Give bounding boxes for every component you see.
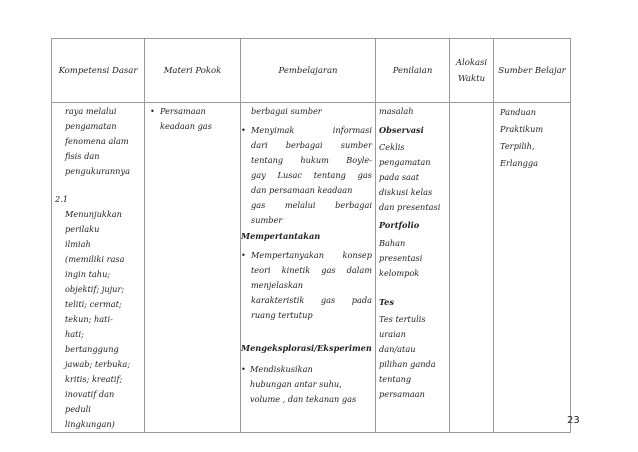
kd-line: kritis; kreatif; <box>65 374 123 384</box>
menanya-line: menjelaskan <box>251 280 304 290</box>
tes-line: persamaan <box>379 389 425 399</box>
header-materi-pokok: Materi Pokok <box>145 39 241 103</box>
tes-line: Tes tertulis <box>379 314 426 324</box>
menyimak-line: tentang hukum Boyle- <box>251 155 372 165</box>
header-kompetensi-dasar: Kompetensi Dasar <box>52 39 145 103</box>
observasi-line: pengamatan <box>379 157 431 167</box>
menyimak-line: dan persamaan keadaan <box>251 185 353 195</box>
kd-line: hati; <box>65 329 84 339</box>
content-row <box>52 103 571 433</box>
header-waktu-line: Waktu <box>457 73 486 84</box>
penilaian-cell <box>376 103 450 433</box>
materi-bullet: • <box>150 106 155 116</box>
diskusi-line: hubungan antar suhu, <box>250 379 342 389</box>
kd-line: tekun; hati- <box>65 314 113 324</box>
kompetensi-line: raya melalui <box>65 106 117 116</box>
header-pembelajaran: Pembelajaran <box>241 39 376 103</box>
kompetensi-cell <box>52 103 145 433</box>
kd-line: objektif; jujur; <box>65 284 125 294</box>
kd-line: ilmiah <box>65 239 91 249</box>
portfolio-line: kelompok <box>379 268 420 278</box>
sumber-line: Erlangga <box>500 158 539 168</box>
pembelajaran-intro: berbagai sumber <box>251 106 322 116</box>
menyimak-line: gas melalui berbagai <box>251 200 372 210</box>
kompetensi-line: fisis dan <box>65 151 100 161</box>
diskusi-line: volume , dan tekanan gas <box>250 394 357 404</box>
tes-line: tentang <box>379 374 412 384</box>
penilaian-line: masalah <box>379 106 414 116</box>
tes-heading: Tes <box>379 297 394 307</box>
menyimak-bullet: • <box>241 125 246 135</box>
kd-line: Menunjukkan <box>65 209 122 219</box>
page-number: 23 <box>567 415 580 426</box>
kd-line: bertanggung <box>65 344 119 354</box>
heading-mempertanyakan: Mempertantakan <box>241 231 321 241</box>
kompetensi-line: pengamatan <box>65 121 117 131</box>
alokasi-cell <box>450 103 494 433</box>
materi-cell <box>145 103 241 433</box>
pembelajaran-cell <box>241 103 376 433</box>
menyimak-line: gay Lusac tentang gas <box>251 170 372 180</box>
diskusi-line: Mendiskusikan <box>250 364 313 374</box>
heading-eksplorasi: Mengeksplorasi/Eksperimen <box>241 343 372 353</box>
kd-line: perilaku <box>65 224 100 234</box>
diskusi-bullet: • <box>241 364 246 374</box>
tes-line: uraian <box>379 329 406 339</box>
kompetensi-line: pengukurannya <box>65 166 130 176</box>
sumber-line: Panduan <box>500 107 536 117</box>
header-alokasi-waktu <box>450 39 494 103</box>
observasi-line: Ceklis <box>379 142 405 152</box>
observasi-heading: Observasi <box>379 125 424 135</box>
kd-number: 2.1 <box>55 194 69 204</box>
kd-line: (memiliki rasa <box>65 254 125 264</box>
syllabus-table <box>51 38 571 433</box>
header-penilaian: Penilaian <box>376 39 450 103</box>
header-row <box>52 39 571 103</box>
portfolio-heading: Portfolio <box>379 220 420 230</box>
tes-line: dan/atau <box>379 344 416 354</box>
materi-line: Persamaan <box>160 106 206 116</box>
kd-line: peduli <box>65 404 91 414</box>
kd-line: ingin tahu; <box>65 269 111 279</box>
menanya-line: ruang tertutup <box>251 310 313 320</box>
kd-line: jawab; terbuka; <box>65 359 131 369</box>
menyimak-line: Menyimak informasi <box>251 125 372 135</box>
kd-line: teliti; cermat; <box>65 299 122 309</box>
portfolio-line: Bahan <box>379 238 406 248</box>
sumber-line: Terpilih, <box>500 141 535 151</box>
menanya-line: Mempertanyakan konsep <box>251 250 372 260</box>
tes-line: pilihan ganda <box>379 359 436 369</box>
menanya-line: karakteristik gas pada <box>251 295 372 305</box>
kd-line: lingkungan) <box>65 419 115 429</box>
observasi-line: dan presentasi <box>379 202 441 212</box>
observasi-line: pada saat <box>379 172 420 182</box>
header-sumber-belajar: Sumber Belajar <box>494 39 571 103</box>
sumber-line: Praktikum <box>500 124 544 134</box>
menyimak-line: sumber <box>251 215 283 225</box>
sumber-cell <box>494 103 571 433</box>
kompetensi-line: fenomena alam <box>65 136 129 146</box>
observasi-line: diskusi kelas <box>379 187 433 197</box>
kd-line: inovatif dan <box>65 389 115 399</box>
materi-line: keadaan gas <box>160 121 212 131</box>
menanya-bullet: • <box>241 250 246 260</box>
portfolio-line: presentasi <box>379 253 423 263</box>
menyimak-line: dari berbagai sumber <box>251 140 372 150</box>
menanya-line: teori kinetik gas dalam <box>251 265 372 275</box>
header-alokasi-line: Alokasi <box>455 57 488 68</box>
